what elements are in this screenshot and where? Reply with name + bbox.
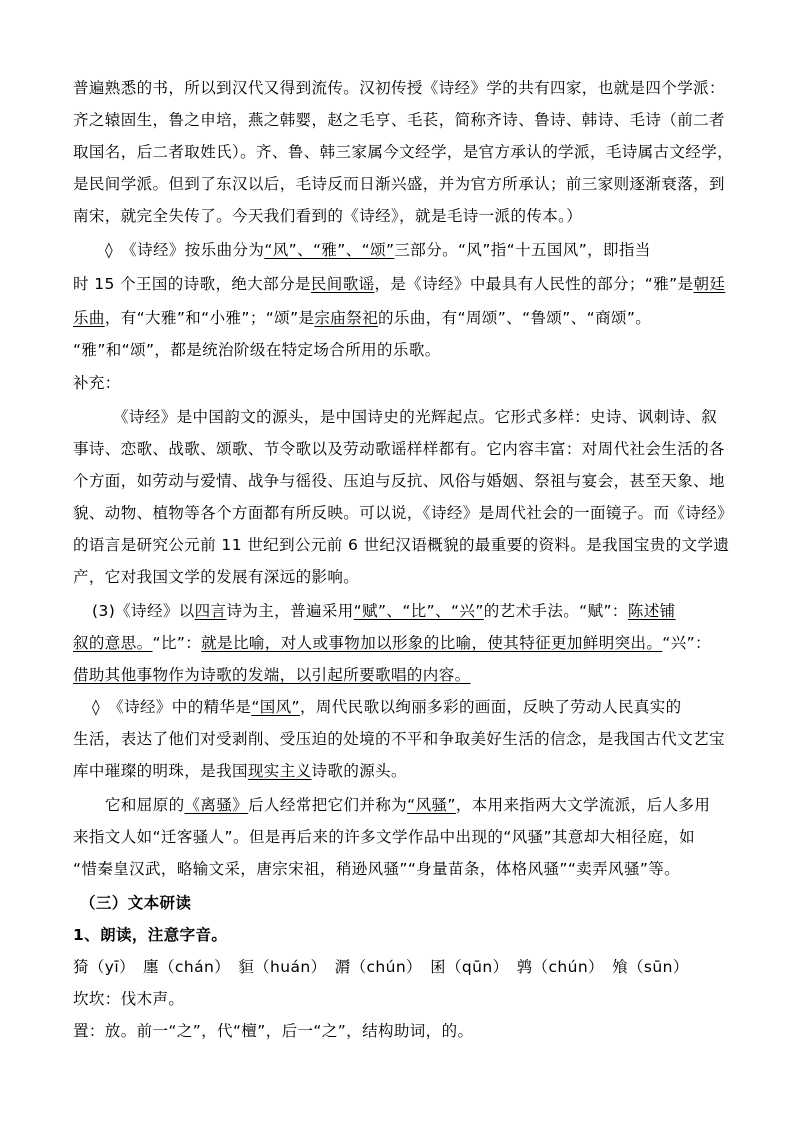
- paragraph-line: [73, 439, 733, 459]
- paragraph-line: [92, 697, 733, 717]
- text-run: 貌、动物、植物等各个方面都有所反映。可以说，《诗经》是周代社会的一面镜子。而《诗经》: [73, 504, 734, 522]
- text-run: 坎坎：伐木声。: [73, 990, 185, 1008]
- text-run: “比”：: [152, 634, 202, 652]
- paragraph-line: [73, 989, 733, 1009]
- paragraph-line: [73, 567, 733, 587]
- text-run: ◊ 《诗经》中的精华是: [92, 698, 252, 716]
- paragraph-line: [73, 665, 733, 685]
- underlined-term: 现实主义: [247, 762, 312, 780]
- text-run: 的乐曲，有“周颂”、“鲁颂”、“商颂”。: [378, 309, 652, 327]
- underlined-term: 就是比喻，对人或事物加以形象的比喻，使其特征更加鲜明突出。: [201, 634, 663, 652]
- text-run: 事诗、恋歌、战歌、颂歌、节令歌以及劳动歌谣样样都有。它内容丰富：对周代社会生活的各: [73, 440, 725, 458]
- text-run: 个方面，如劳动与爱情、战争与徭役、压迫与反抗、风俗与婚姻、祭祖与宴会，甚至天象、地: [73, 472, 725, 490]
- heading-text: （三）文本研读: [80, 894, 192, 912]
- subsection-heading: [73, 925, 733, 945]
- paragraph-line: [73, 340, 733, 360]
- text-run: 的艺术手法。“赋”：: [483, 602, 628, 620]
- underlined-term: 宗庙祭祀: [314, 309, 379, 327]
- text-run: 南宋，就完全失传了。今天我们看到的《诗经》，就是毛诗一派的传本。）: [73, 207, 583, 225]
- paragraph-line: [105, 795, 733, 815]
- paragraph-line: [92, 601, 733, 621]
- text-run: 产，它对我国文学的发展有深远的影响。: [73, 568, 360, 586]
- text-run: “惜秦皇汉武，略输文采，唐宗宋祖，稍逊风骚”“身量苗条，体格风骚”“卖弄风骚”等。: [73, 860, 681, 878]
- text-run: ，有“大雅”和“小雅”；“颂”是: [104, 309, 315, 327]
- text-run: 三部分。“风”指“十五国风”，即指当: [394, 241, 651, 259]
- supplement-label: 补充：: [73, 374, 121, 392]
- text-run: 《诗经》是中国韵文的源头，是中国诗史的光辉起点。它形式多样：史诗、讽刺诗、叙: [113, 408, 718, 426]
- underlined-term: 乐曲: [73, 309, 105, 327]
- text-run: 齐之辕固生，鲁之申培，燕之韩婴，赵之毛亨、毛苌，简称齐诗、鲁诗、韩诗、毛诗（前二者: [73, 111, 725, 129]
- underlined-term: 借助其他事物作为诗歌的发端，以引起所要歌唱的内容。: [73, 666, 471, 684]
- text-run: 置：放。前一“之”，代“檀”，后一“之”，结构助词，的。: [73, 1022, 474, 1040]
- text-run: 取国名，后二者取姓氏）。齐、鲁、韩三家属今文经学，是官方承认的学派，毛诗属古文经学，: [73, 143, 734, 161]
- paragraph-line: [73, 78, 733, 98]
- underlined-term: 民间歌谣: [310, 275, 375, 293]
- paragraph-line: [73, 471, 733, 491]
- text-run: 后人经常把它们并称为: [248, 796, 408, 814]
- paragraph-line: [73, 308, 733, 328]
- underlined-term: 四言: [194, 602, 227, 620]
- underlined-term: 陈述铺: [627, 602, 676, 620]
- text-run: 库中璀璨的明珠，是我国: [73, 762, 248, 780]
- paragraph-line: [73, 859, 733, 879]
- text-run: “兴”：: [662, 634, 711, 652]
- paragraph-line: [73, 373, 733, 393]
- underlined-term: “国风”: [251, 698, 300, 716]
- underlined-term: 叙的意思。: [73, 634, 153, 652]
- paragraph-line: [105, 240, 733, 260]
- underlined-term: 《离骚》: [184, 796, 249, 814]
- paragraph-line: [73, 761, 733, 781]
- paragraph-line: [73, 110, 733, 130]
- text-run: ，是《诗经》中最具有人民性的部分；“雅”是: [374, 275, 694, 293]
- paragraph-line: [73, 1021, 733, 1041]
- underlined-term: “赋”、“比”、“兴”: [353, 602, 484, 620]
- text-run: 生活，表达了他们对受剥削、受压迫的处境的不平和争取美好生活的信念，是我国古代文艺宝: [73, 730, 725, 748]
- text-run: ◊ 《诗经》按乐曲分为: [105, 241, 265, 259]
- section-heading: [80, 893, 740, 913]
- paragraph-line: [73, 957, 733, 977]
- underlined-term: “风骚”: [407, 796, 456, 814]
- text-run: 是民间学派。但到了东汉以后，毛诗反而日渐兴盛，并为官方所承认；前三家则逐渐衰落，到: [73, 175, 725, 193]
- text-run: ，本用来指两大文学流派，后人多用: [455, 796, 711, 814]
- paragraph-line: [73, 274, 733, 294]
- text-run: 诗歌的源头。: [311, 762, 407, 780]
- text-run: 时 15 个王国的诗歌，绝大部分是: [73, 275, 311, 293]
- text-run: “雅”和“颂”，都是统治阶级在特定场合所用的乐歌。: [73, 341, 441, 359]
- paragraph-line: [73, 142, 733, 162]
- paragraph-line: [73, 174, 733, 194]
- paragraph-line: [73, 729, 733, 749]
- paragraph-line: [73, 633, 733, 653]
- paragraph-line: [73, 535, 733, 555]
- paragraph-line: [73, 827, 733, 847]
- text-run: 普遍熟悉的书，所以到汉代又得到流传。汉初传授《诗经》学的共有四家，也就是四个学派：: [73, 79, 725, 97]
- paragraph-line: [73, 503, 733, 523]
- paragraph-line: [73, 206, 733, 226]
- underlined-term: “风”、“雅”、“颂”: [264, 241, 395, 259]
- heading-text: 1、朗读，注意字音。: [73, 926, 228, 944]
- text-run: 诗为主，普遍采用: [226, 602, 354, 620]
- text-run: 它和屈原的: [105, 796, 185, 814]
- text-run: (3)《诗经》以: [92, 602, 195, 620]
- text-run: 来指文人如“迁客骚人”。但是再后来的许多文学作品中出现的“风骚”其意却大相径庭，如: [73, 828, 696, 846]
- text-run: ，周代民歌以绚丽多彩的画面，反映了劳动人民真实的: [299, 698, 682, 716]
- pronunciation-list: 猗（yī） 廛（chán） 貆（huán） 漘（chún） 囷（qūn） 鹑（chún） 飧（sūn）: [73, 958, 689, 976]
- text-run: 的语言是研究公元前 11 世纪到公元前 6 世纪汉语概貌的最重要的资料。是我国宝贵的文学遗: [73, 536, 730, 554]
- underlined-term: 朝廷: [693, 275, 726, 293]
- paragraph-line: [113, 407, 733, 427]
